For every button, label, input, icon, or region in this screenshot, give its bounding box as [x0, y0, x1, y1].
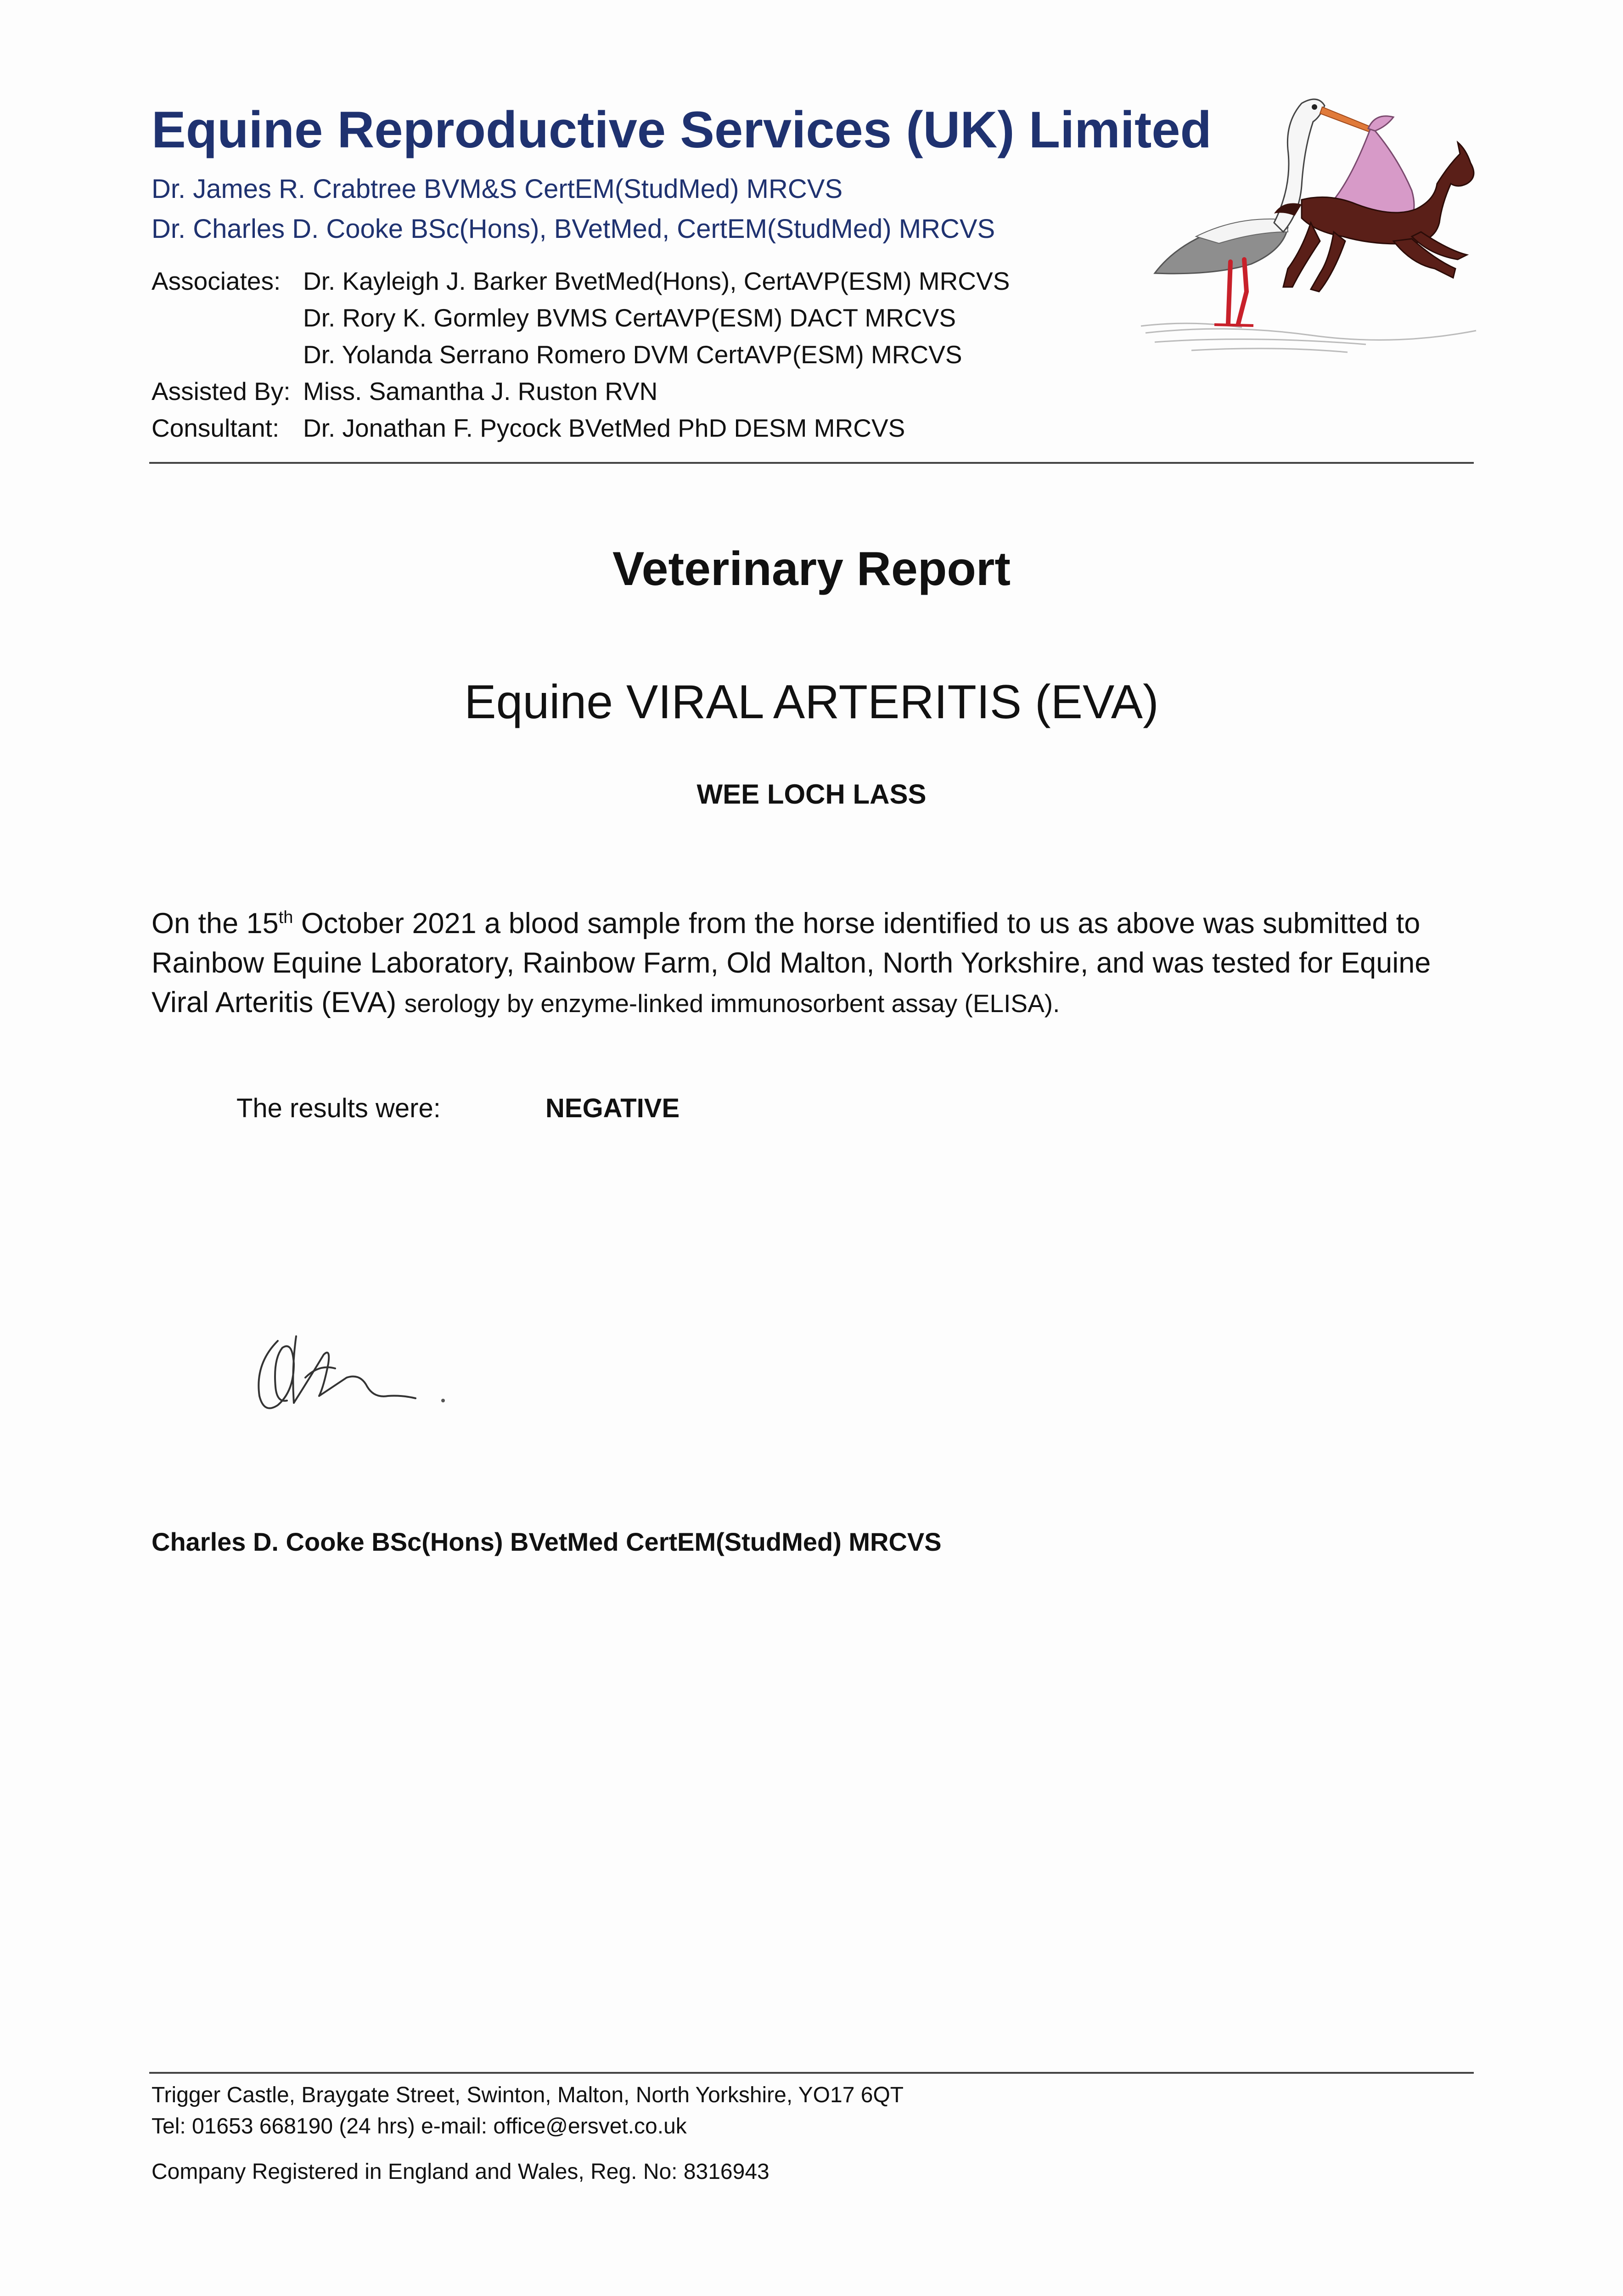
associate-gormley: Dr. Rory K. Gormley BVMS CertAVP(ESM) DACT MRCVS [303, 304, 956, 332]
director-crabtree: Dr. James R. Crabtree BVM&S CertEM(StudMed) MRCVS [152, 174, 843, 204]
associates-row [152, 266, 1010, 296]
consultant-pycock: Dr. Jonathan F. Pycock BVetMed PhD DESM MRCVS [303, 414, 905, 442]
footer-divider [149, 2072, 1474, 2074]
handwritten-signature-icon [250, 1322, 461, 1424]
paragraph-part-3: serology by enzyme-linked immunosorbent assay (ELISA). [404, 989, 1060, 1018]
horse-name: WEE LOCH LASS [696, 779, 927, 810]
stork-carrying-foal-logo-icon [1136, 85, 1481, 360]
footer-contact: Tel: 01653 668190 (24 hrs) e-mail: office@ersvet.co.uk [152, 2114, 687, 2138]
director-cooke: Dr. Charles D. Cooke BSc(Hons), BVetMed, CertEM(StudMed) MRCVS [152, 214, 995, 244]
footer-address: Trigger Castle, Braygate Street, Swinton, Malton, North Yorkshire, YO17 6QT [152, 2083, 904, 2107]
assistant-ruston: Miss. Samantha J. Ruston RVN [303, 377, 658, 405]
report-paragraph [152, 898, 1474, 1023]
header-divider [149, 462, 1474, 464]
report-title: Veterinary Report [612, 542, 1011, 596]
consultant-row [152, 413, 905, 443]
paragraph-ordinal: th [278, 908, 293, 927]
consultant-label: Consultant: [152, 414, 280, 442]
results-value: NEGATIVE [545, 1093, 680, 1123]
signatory-name: Charles D. Cooke BSc(Hons) BVetMed CertEM(StudMed) MRCVS [152, 1527, 942, 1556]
assisted-row [152, 377, 657, 406]
test-name: Equine VIRAL ARTERITIS (EVA) [464, 675, 1159, 729]
associate-serrano-romero: Dr. Yolanda Serrano Romero DVM CertAVP(ESM) MRCVS [303, 340, 962, 369]
associates-label: Associates: [152, 267, 281, 295]
paragraph-part-2: October 2021 a blood sample from the horse identified to us as above was submitted to Rainbow Equine Laboratory, Rainbow Farm, Old Malton, North Yorkshire, and was tested for Equine Viral Arteritis (EVA) [152, 907, 1431, 1019]
company-name: Equine Reproductive Services (UK) Limited [152, 101, 1212, 158]
paragraph-part-1: On the 15 [152, 907, 279, 940]
footer-registration: Company Registered in England and Wales, Reg. No: 8316943 [152, 2160, 769, 2184]
results-label: The results were: [236, 1093, 441, 1123]
associate-barker: Dr. Kayleigh J. Barker BvetMed(Hons), CertAVP(ESM) MRCVS [303, 267, 1010, 295]
assisted-label: Assisted By: [152, 377, 291, 405]
